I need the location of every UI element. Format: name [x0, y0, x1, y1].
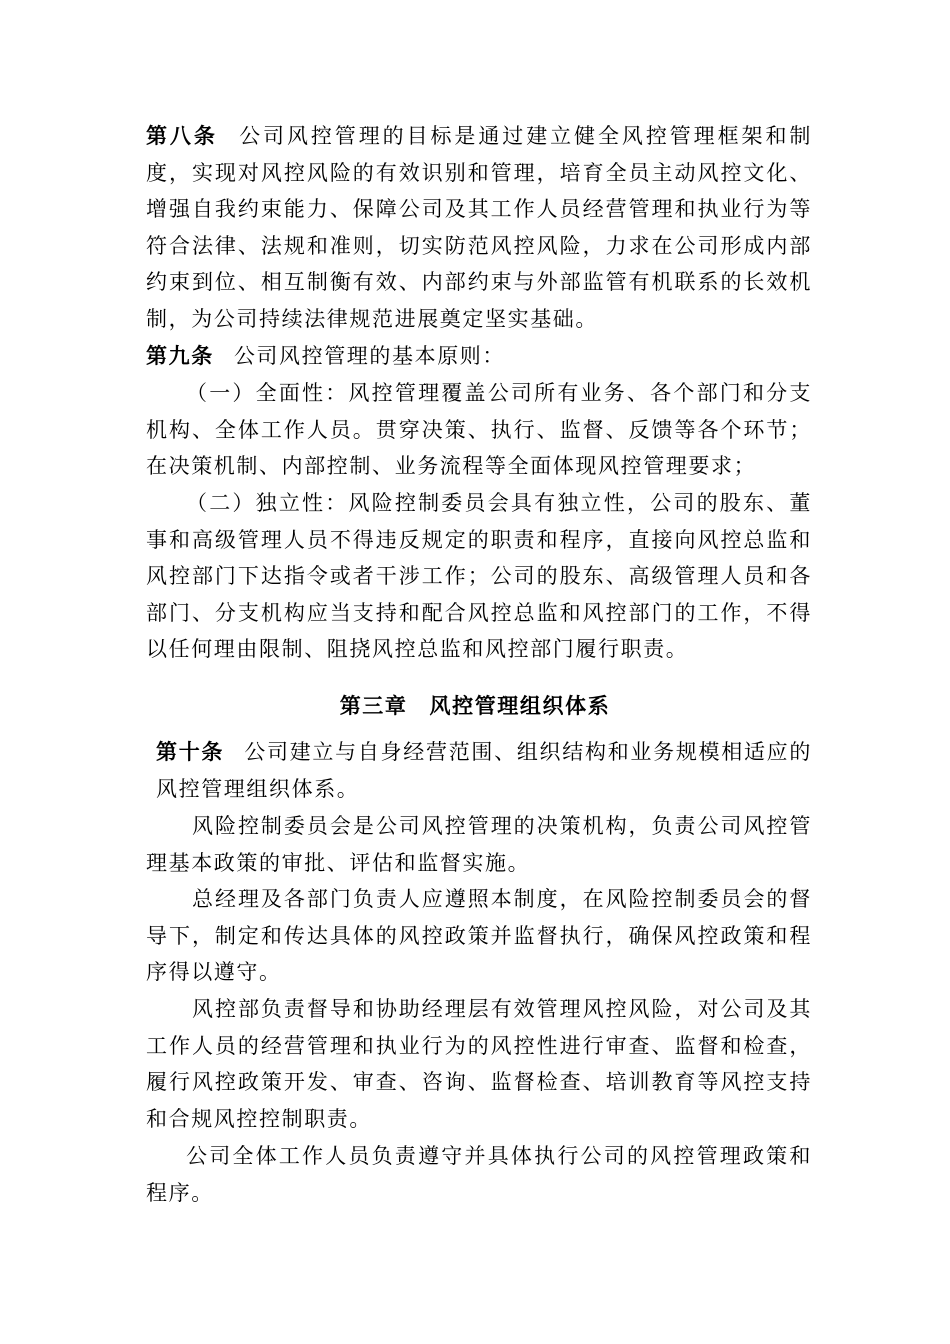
chapter-title: 风控管理组织体系: [429, 694, 611, 718]
article-9-text: 公司风控管理的基本原则：: [233, 344, 506, 368]
article-10-paragraph-1: 风险控制委员会是公司风控管理的决策机构，负责公司风控管理基本政策的审批、评估和监督实施。: [146, 814, 812, 875]
chapter-heading: [0, 690, 950, 720]
article-9-item-1: （一）全面性：风控管理覆盖公司所有业务、各个部门和分支机构、全体工作人员。贯穿决策、执行、监督、反馈等各个环节；在决策机制、内部控制、业务流程等全面体现风控管理要求；: [146, 381, 812, 479]
article-9: [146, 338, 812, 375]
article-10: [156, 734, 812, 807]
article-10-paragraph-3: 风控部负责督导和协助经理层有效管理风控风险，对公司及其工作人员的经营管理和执业行为的风控性进行审查、监督和检查，履行风控政策开发、审查、咨询、监督检查、培训教育等风控支持和合规风控控制职责。: [146, 997, 812, 1131]
article-8-label: 第八条: [146, 124, 218, 148]
article-10-text: 公司建立与自身经营范围、组织结构和业务规模相适应的风控管理组织体系。: [156, 740, 812, 801]
article-9-label: 第九条: [146, 344, 214, 368]
article-8-text: 公司风控管理的目标是通过建立健全风控管理框架和制度，实现对风控风险的有效识别和管理，培育全员主动风控文化、增强自我约束能力、保障公司及其工作人员经营管理和执业行为等符合法律、法规和准则，切实防范风控风险，力求在公司形成内部约束到位、相互制衡有效、内部约束与外部监管有机联系的长效机制，为公司持续法律规范进展奠定坚实基础。: [146, 124, 812, 331]
article-9-item-2: （二）独立性：风险控制委员会具有独立性，公司的股东、董事和高级管理人员不得违反规定的职责和程序，直接向风控总监和风控部门下达指令或者干涉工作；公司的股东、高级管理人员和各部门、分支机构应当支持和配合风控总监和风控部门的工作，不得以任何理由限制、阻挠风控总监和风控部门履行职责。: [146, 491, 812, 662]
article-10-label: 第十条: [156, 740, 225, 764]
article-8: [146, 118, 812, 338]
article-10-paragraph-2: 总经理及各部门负责人应遵照本制度，在风险控制委员会的督导下，制定和传达具体的风控政策并监督执行，确保风控政策和程序得以遵守。: [146, 887, 812, 985]
article-10-paragraph-4: 公司全体工作人员负责遵守并具体执行公司的风控管理政策和程序。: [146, 1144, 812, 1205]
chapter-number: 第三章: [339, 694, 408, 718]
